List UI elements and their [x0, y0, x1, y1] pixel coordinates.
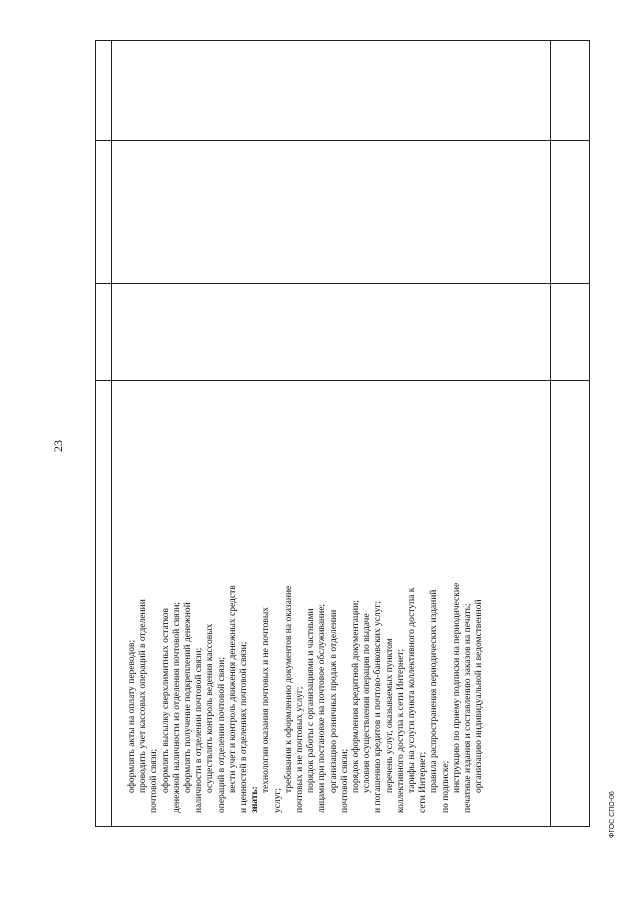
column-divider: [111, 40, 112, 827]
text-line: печатные издания и составлению заказов на печать;: [463, 603, 474, 813]
table-border-top: [95, 40, 590, 41]
section-heading: знать:: [250, 786, 261, 813]
text-line: организацию индивидуальной и ведомственной: [474, 599, 485, 793]
competency-text-cell: [127, 495, 577, 813]
text-line: оформлять получение подкреплений денежной: [183, 602, 194, 793]
text-line: денежной наличности из отделения почтовой связи;: [171, 601, 182, 813]
text-line: условия осуществления операция по выдаче: [362, 613, 373, 793]
text-line: тарифы на услуги пункта коллективного доступа к: [407, 587, 418, 793]
text-line: по подписке;: [440, 760, 451, 813]
text-line: организацию розничных продаж в отделении: [328, 609, 339, 793]
row-divider: [95, 380, 590, 381]
text-line: лицами при постановке на почтовое обслуживание;: [317, 603, 328, 813]
text-line: правила распространения периодических изданий: [429, 589, 440, 793]
text-line: вести учет и контроль движения денежных средств: [227, 585, 238, 793]
text-line: почтовой связи;: [339, 748, 350, 813]
table-border-right: [589, 40, 590, 827]
text-line: порядок работы с организациями и частными: [306, 608, 317, 793]
text-line: порядок оформления кредитной документации;: [351, 600, 362, 793]
text-line: почтовой связи;: [149, 748, 160, 813]
text-line: коллективного доступа к сети Интернет;: [395, 648, 406, 813]
text-line: осуществлять контроль ведения кассовых: [205, 623, 216, 793]
text-line: технологии оказания почтовых и не почтовых: [261, 607, 272, 793]
page-number: 23: [51, 440, 65, 452]
row-divider: [95, 283, 590, 284]
text-line: и погашению кредитов и почтово-банковских услуг;: [373, 600, 384, 813]
text-line: проводить учет кассовых операций в отделении: [138, 599, 149, 793]
text-line: услуг;: [272, 788, 283, 813]
text-line: инструкцию по приему подписки на периодические: [451, 582, 462, 793]
text-line: оформлять высылку сверхлимитных остатков: [160, 607, 171, 793]
table-border-left: [95, 40, 96, 827]
text-line: и ценностей в отделениях почтовой связи;: [239, 641, 250, 813]
text-line: перечень услуг, оказываемых пунктом: [384, 638, 395, 793]
text-line: требования к оформлению документов на оказание: [283, 585, 294, 793]
text-line: операций в отделении почтовой связи;: [216, 657, 227, 813]
text-line: наличности в отделении почтовой связи;: [194, 647, 205, 813]
row-divider: [95, 140, 590, 141]
text-line: оформлять акты на оплату переводов;: [127, 639, 137, 793]
text-line: почтовых и не почтовых услуг;: [295, 686, 306, 813]
table-border-bottom: [95, 826, 590, 827]
footer-code: ФГОС СПО-06: [609, 791, 616, 838]
text-line: сети Интернет;: [418, 751, 429, 813]
